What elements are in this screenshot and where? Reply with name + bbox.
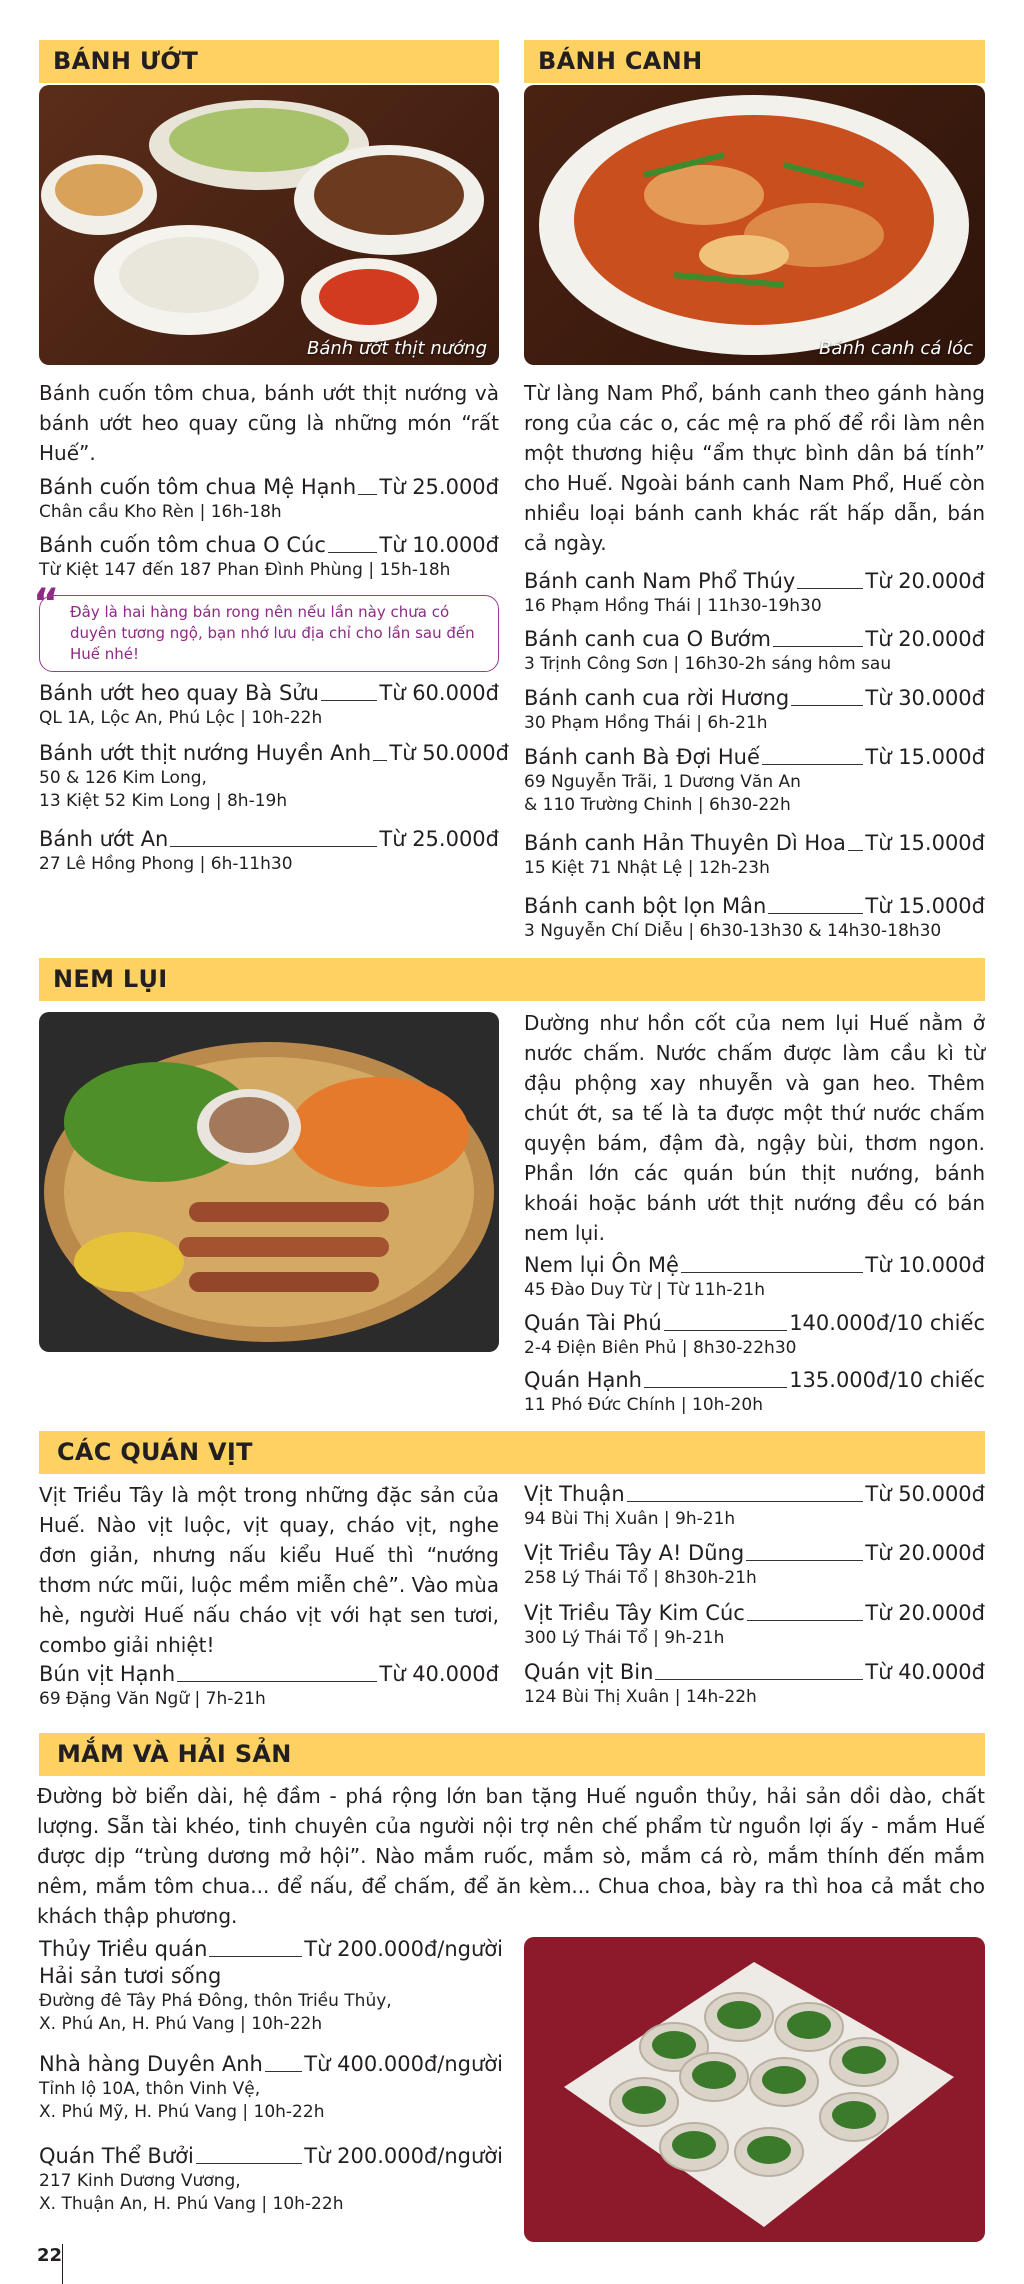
listing-name: Quán Thể Bưởi: [39, 2144, 194, 2168]
listing-address-line2: X. Phú Mỹ, H. Phú Vang | 10h-22h: [39, 2102, 325, 2122]
mam-intro: Đường bờ biển dài, hệ đầm - phá rộng lớn ban tặng Huế nguồn thủy, hải sản dồi dào, chất lượng. Sẵn tài khéo, tinh chuyên của người nội trợ nên chế phẩm từ nguồn lợi ấy - mắm Huế được dịp “trùng dương mở hội”. Nào mắm ruốc, mắm sò, mắm cá rò, mắm thính đến mắm nêm, mắm tôm chua... để nấu, để chấm, để ăn kèm... Chua choa, bày ra thì hoa cả mắt cho khách thập phương.: [37, 1784, 985, 1928]
listing-price: Từ 15.000đ: [865, 894, 985, 918]
listing-price: Từ 60.000đ: [379, 681, 499, 705]
oyster-photo: [524, 1937, 985, 2242]
leader-line: [644, 1387, 787, 1388]
leader-line: [627, 1501, 864, 1502]
listing-price: Từ 10.000đ: [865, 1253, 985, 1277]
banh-canh-image: [524, 85, 985, 365]
listing-banh-uot-an: [39, 826, 499, 876]
leader-line: [209, 1956, 302, 1957]
listing-price: Từ 20.000đ: [865, 569, 985, 593]
listing-price: Từ 20.000đ: [865, 627, 985, 651]
section-title-banh-canh: BÁNH CANH: [524, 40, 985, 83]
listing-quan-vit-bin: [524, 1659, 985, 1709]
listing-price: Từ 400.000đ/người: [304, 2052, 503, 2076]
banh-uot-note: Đây là hai hàng bán rong nên nếu lần này chưa có duyên tương ngộ, bạn nhớ lưu địa chỉ cho lần sau đến Huế nhé!: [39, 595, 499, 672]
listing-name: Bánh canh cua O Bướm: [524, 627, 771, 651]
listing-name: Thủy Triều quán: [39, 1937, 208, 1961]
listing-name: Bánh canh cua rời Hương: [524, 686, 790, 710]
listing-cua-roi-huong: [524, 685, 985, 735]
listing-name: Vịt Triều Tây A! Dũng: [524, 1541, 745, 1565]
listing-name: Bánh ướt An: [39, 827, 169, 851]
listing-price: Từ 10.000đ: [379, 533, 499, 557]
banh-uot-photo: [39, 85, 499, 365]
vit-intro: Vịt Triều Tây là một trong những đặc sản của Huế. Nào vịt luộc, vịt quay, cháo vịt, nghe đơn giản, nhưng nấu kiểu Huế thì “nướng thơm nức mũi, luộc mềm miễn chê”. Vào mùa hè, người Huế nấu cháo vịt với hạt sen tươi, combo giải nhiệt!: [39, 1483, 499, 1657]
listing-di-hoa: [524, 830, 985, 880]
listing-huyen-anh: [39, 740, 509, 813]
listing-address: 50 & 126 Kim Long,: [39, 768, 207, 788]
section-title-nem-lui: NEM LỤI: [39, 958, 985, 1001]
listing-duyen-anh: [39, 2051, 503, 2124]
listing-address: 27 Lê Hồng Phong | 6h-11h30: [39, 854, 293, 874]
leader-line: [848, 850, 863, 851]
listing-price: Từ 50.000đ: [389, 741, 509, 765]
listing-address: 217 Kinh Dương Vương,: [39, 2171, 241, 2191]
section-title-banh-uot: BÁNH ƯỚT: [39, 40, 499, 83]
listing-price: Từ 200.000đ/người: [304, 1937, 503, 1961]
section-title-vit: CÁC QUÁN VỊT: [39, 1431, 985, 1474]
listing-name: Bánh canh bột lọn Mân: [524, 894, 767, 918]
listing-price: Từ 40.000đ: [379, 1662, 499, 1686]
listing-ba-doi-hue: [524, 744, 985, 817]
listing-address: Chân cầu Kho Rèn | 16h-18h: [39, 502, 282, 522]
listing-price: Từ 15.000đ: [865, 831, 985, 855]
leader-line: [664, 1330, 787, 1331]
listing-price: Từ 25.000đ: [379, 827, 499, 851]
leader-line: [773, 646, 863, 647]
listing-name: Bánh cuốn tôm chua O Cúc: [39, 533, 326, 557]
leader-line: [655, 1679, 863, 1680]
listing-address: 15 Kiệt 71 Nhật Lệ | 12h-23h: [524, 858, 770, 878]
listing-vit-kim-cuc: [524, 1600, 985, 1650]
listing-nem-lui-on-me: [524, 1252, 985, 1302]
listing-name: Bún vịt Hạnh: [39, 1662, 176, 1686]
listing-name: Bánh ướt thịt nướng Huyền Anh: [39, 741, 372, 765]
banh-canh-caption: Bánh canh cá lóc: [819, 338, 973, 359]
banh-canh-photo: [524, 85, 985, 365]
leader-line: [358, 494, 377, 495]
leader-line: [321, 700, 377, 701]
listing-address: 258 Lý Thái Tổ | 8h30h-21h: [524, 1568, 757, 1588]
section-title-mam: MẮM VÀ HẢI SẢN: [39, 1733, 985, 1776]
listing-price: Từ 20.000đ: [865, 1541, 985, 1565]
listing-name: Vịt Thuận: [524, 1482, 625, 1506]
listing-banh-cuon-o-cuc: [39, 532, 499, 582]
listing-vit-thuan: [524, 1481, 985, 1531]
listing-name: Bánh cuốn tôm chua Mệ Hạnh: [39, 475, 357, 499]
listing-quan-hanh: [524, 1367, 985, 1417]
listing-thuy-trieu-quan: [39, 1936, 503, 2036]
listing-price: Từ 50.000đ: [865, 1482, 985, 1506]
leader-line: [762, 764, 863, 765]
page-number: 22: [37, 2245, 63, 2266]
listing-vit-a-dung: [524, 1540, 985, 1590]
listing-quan-tai-phu: [524, 1310, 985, 1360]
leader-line: [196, 2163, 302, 2164]
leader-line: [791, 705, 863, 706]
listing-address: 30 Phạm Hồng Thái | 6h-21h: [524, 713, 768, 733]
listing-bun-vit-hanh: [39, 1661, 499, 1711]
listing-address: 3 Nguyễn Chí Diễu | 6h30-13h30 & 14h30-18h30: [524, 921, 942, 941]
listing-address: 3 Trịnh Công Sơn | 16h30-2h sáng hôm sau: [524, 654, 892, 674]
listing-address: 69 Nguyễn Trãi, 1 Dương Văn An: [524, 772, 801, 792]
listing-address: 94 Bùi Thị Xuân | 9h-21h: [524, 1509, 736, 1529]
listing-name: Quán Hạnh: [524, 1368, 642, 1392]
listing-name: Bánh canh Hản Thuyên Dì Hoa: [524, 831, 846, 855]
listing-o-buom: [524, 626, 985, 676]
listing-address: Tỉnh lộ 10A, thôn Vinh Vệ,: [39, 2079, 261, 2099]
leader-line: [328, 552, 377, 553]
listing-price: 140.000đ/10 chiếc: [789, 1311, 985, 1335]
listing-price: Từ 20.000đ: [865, 1601, 985, 1625]
banh-uot-caption: Bánh ướt thịt nướng: [306, 338, 487, 359]
listing-price: Từ 25.000đ: [379, 475, 499, 499]
listing-banh-cuon-me-hanh: [39, 474, 499, 524]
leader-line: [373, 760, 387, 761]
oyster-image: [524, 1937, 985, 2242]
banh-uot-image: [39, 85, 499, 365]
listing-name: Bánh ướt heo quay Bà Sửu: [39, 681, 319, 705]
banh-canh-intro: Từ làng Nam Phổ, bánh canh theo gánh hàng rong của các o, các mệ ra phố để rồi làm nên một thương hiệu “ẩm thực bình dân bá tính” cho Huế. Ngoài bánh canh Nam Phổ, Huế còn nhiều loại bánh canh khác rất hấp dẫn, bán cả ngày.: [524, 381, 985, 555]
listing-name: Vịt Triều Tây Kim Cúc: [524, 1601, 745, 1625]
listing-address: Đường đê Tây Phá Đông, thôn Triều Thủy,: [39, 1991, 392, 2011]
listing-address: 2-4 Điện Biên Phủ | 8h30-22h30: [524, 1338, 797, 1358]
listing-the-buoi: [39, 2143, 503, 2216]
listing-price: Từ 40.000đ: [865, 1660, 985, 1684]
listing-address: 45 Đào Duy Từ | Từ 11h-21h: [524, 1280, 765, 1300]
leader-line: [768, 913, 863, 914]
listing-address-line2: X. Phú An, H. Phú Vang | 10h-22h: [39, 2014, 323, 2034]
listing-name: Nhà hàng Duyên Anh: [39, 2052, 263, 2076]
listing-address: 124 Bùi Thị Xuân | 14h-22h: [524, 1687, 757, 1707]
listing-price: 135.000đ/10 chiếc: [789, 1368, 985, 1392]
listing-ba-suu: [39, 680, 499, 730]
listing-price: Từ 200.000đ/người: [304, 2144, 503, 2168]
leader-line: [747, 1620, 864, 1621]
page-number-divider: [62, 2244, 63, 2284]
listing-nam-pho-thuy: [524, 568, 985, 618]
listing-address-line2: X. Thuận An, H. Phú Vang | 10h-22h: [39, 2194, 344, 2214]
leader-line: [170, 846, 377, 847]
quote-mark-icon: “: [33, 581, 60, 627]
listing-price: Từ 30.000đ: [865, 686, 985, 710]
listing-price: Từ 15.000đ: [865, 745, 985, 769]
listing-address: 11 Phó Đức Chính | 10h-20h: [524, 1395, 763, 1415]
leader-line: [681, 1272, 863, 1273]
listing-address: 69 Đặng Văn Ngữ | 7h-21h: [39, 1689, 266, 1709]
nem-lui-intro: Dường như hồn cốt của nem lụi Huế nằm ở nước chấm. Nước chấm được làm cầu kì từ đậu phộng xay nhuyễn và gan heo. Thêm chút ớt, sa tế là ta được một thứ nước chấm quyện bám, đậm đà, ngậy bùi, thơm ngon. Phần lớn các quán bún thịt nướng, bánh khoái hoặc bánh ướt thịt nướng đều có bán nem lụi.: [524, 1011, 985, 1245]
listing-address-line2: 13 Kiệt 52 Kim Long | 8h-19h: [39, 791, 288, 811]
listing-address-line2: & 110 Trường Chinh | 6h30-22h: [524, 795, 791, 815]
listing-name: Bánh canh Nam Phổ Thúy: [524, 569, 796, 593]
leader-line: [797, 588, 863, 589]
listing-address: Từ Kiệt 147 đến 187 Phan Đình Phùng | 15h-18h: [39, 560, 451, 580]
listing-name: Quán vịt Bin: [524, 1660, 654, 1684]
leader-line: [746, 1560, 863, 1561]
banh-uot-intro: Bánh cuốn tôm chua, bánh ướt thịt nướng và bánh ướt heo quay cũng là những món “rất Huế”.: [39, 381, 499, 465]
nem-lui-image: [39, 1012, 499, 1352]
listing-address: 16 Phạm Hồng Thái | 11h30-19h30: [524, 596, 822, 616]
listing-subtitle: Hải sản tươi sống: [39, 1964, 222, 1988]
leader-line: [265, 2071, 302, 2072]
listing-name: Nem lụi Ôn Mệ: [524, 1253, 679, 1277]
listing-address: QL 1A, Lộc An, Phú Lộc | 10h-22h: [39, 708, 323, 728]
leader-line: [177, 1681, 377, 1682]
listing-address: 300 Lý Thái Tổ | 9h-21h: [524, 1628, 725, 1648]
nem-lui-photo: [39, 1012, 499, 1352]
listing-name: Bánh canh Bà Đợi Huế: [524, 745, 760, 769]
listing-bot-lon-man: [524, 893, 985, 943]
listing-name: Quán Tài Phú: [524, 1311, 662, 1335]
